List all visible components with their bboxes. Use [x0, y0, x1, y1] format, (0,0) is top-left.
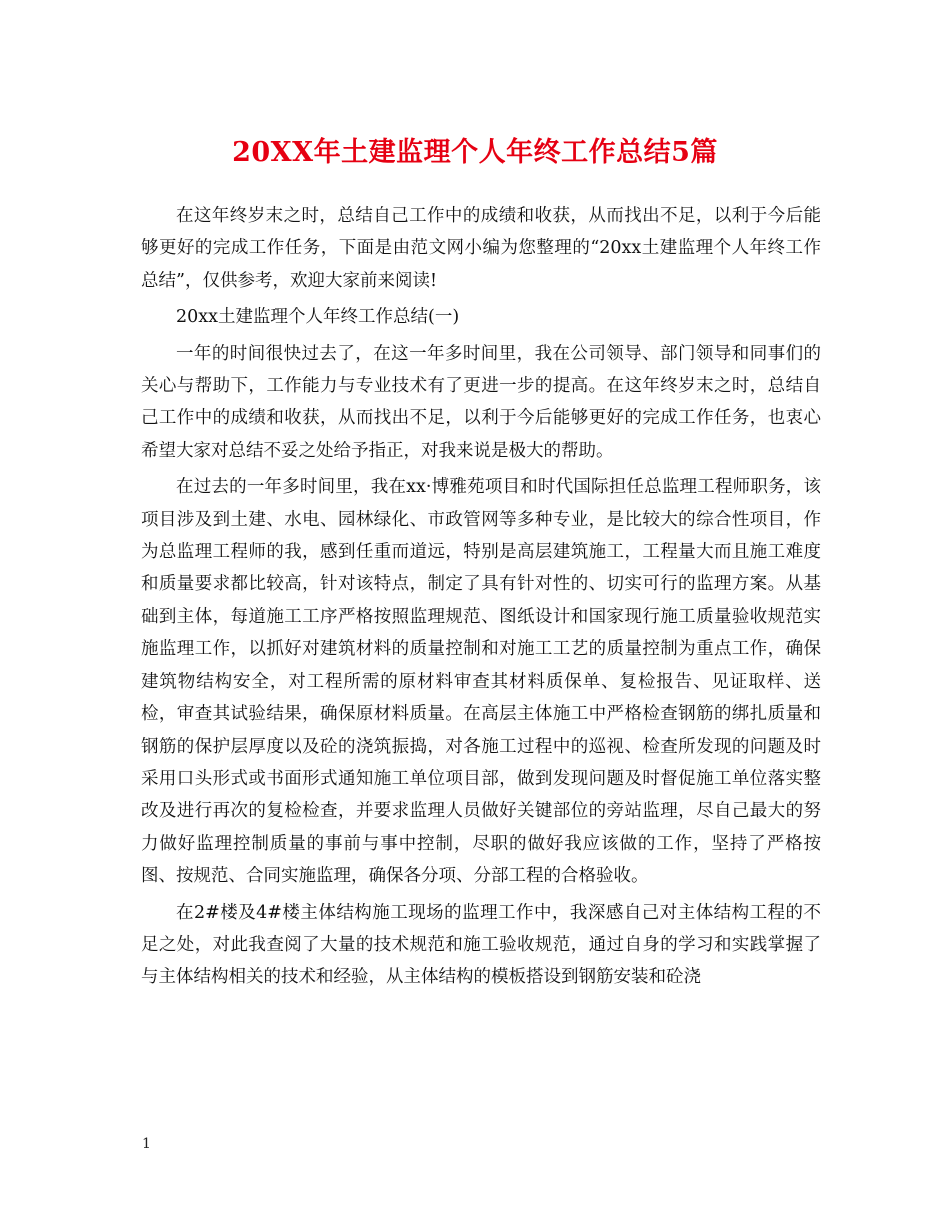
section-heading: 20xx土建监理个人年终工作总结(一) [176, 307, 460, 328]
body-paragraph: 在过去的一年多时间里，我在xx·博雅苑项目和时代国际担任总监理工程师职务，该项目涉及到土建、水电、园林绿化、市政管网等多种专业，是比较大的综合性项目，作为总监理工程师的我，感到任重而道远，特别是高层建筑施工，工程量大而且施工难度和质量要求都比较高，针对该特点，制定了具有针对性的、切实可行的监理方案。从基础到主体，每道施工工序严格按照监理规范、图纸设计和国家现行施工质量验收规范实施监理工作，以抓好对建筑材料的质量控制和对施工工艺的质量控制为重点工作，确保建筑物结构安全，对工程所需的原材料审查其材料质保单、复检报告、见证取样、送检，审查其试验结果，确保原材料质量。在高层主体施工中严格检查钢筋的绑扎质量和钢筋的保护层厚度以及砼的浇筑振捣，对各施工过程中的巡视、检查所发现的问题及时采用口头形式或书面形式通知施工单位项目部，做到发现问题及时督促施工单位落实整改及进行再次的复检检查，并要求监理人员做好关键部位的旁站监理，尽自己最大的努力做好监理控制质量的事前与事中控制，尽职的做好我应该做的工作，坚持了严格按图、按规范、合同实施监理，确保各分项、分部工程的合格验收。 [141, 477, 821, 887]
body-paragraph: 在2#楼及4#楼主体结构施工现场的监理工作中，我深感自己对主体结构工程的不足之处，对此我查阅了大量的技术规范和施工验收规范，通过自身的学习和实践掌握了与主体结构相关的技术和经验，从主体结构的模板搭设到钢筋安装和砼浇 [141, 902, 821, 988]
document-title: 20XX年土建监理个人年终工作总结5篇 [232, 137, 718, 168]
intro-paragraph: 在这年终岁末之时，总结自己工作中的成绩和收获，从而找出不足，以利于今后能够更好的完成工作任务，下面是由范文网小编为您整理的“20xx土建监理个人年终工作总结”，仅供参考，欢迎大家前来阅读! [141, 206, 821, 291]
body-paragraph: 一年的时间很快过去了，在这一年多时间里，我在公司领导、部门领导和同事们的关心与帮助下，工作能力与专业技术有了更进一步的提高。在这年终岁末之时，总结自己工作中的成绩和收获，从而找出不足，以利于今后能够更好的完成工作任务，也衷心希望大家对总结不妥之处给予指正，对我来说是极大的帮助。 [141, 343, 821, 461]
page-number: 1 [142, 1136, 151, 1152]
document-body [141, 200, 821, 998]
